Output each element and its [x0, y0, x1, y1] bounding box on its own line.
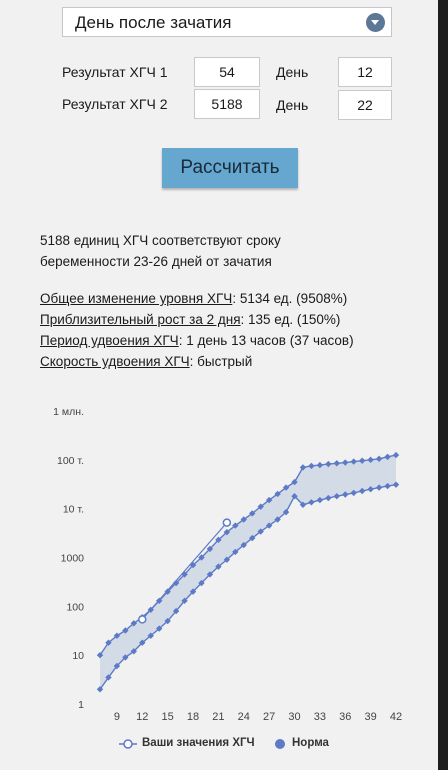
- hcg2-label: Результат ХГЧ 2: [62, 96, 168, 112]
- hcg2-input[interactable]: 5188: [194, 89, 260, 119]
- x-tick-label: 30: [288, 711, 301, 723]
- x-tick-label: 27: [263, 711, 276, 723]
- x-tick-label: 9: [113, 711, 120, 723]
- legend-norm-label: Норма: [292, 737, 329, 749]
- x-tick-label: 36: [339, 711, 352, 723]
- y-tick-label: 100 т.: [57, 454, 84, 467]
- legend-yours-label: Ваши значения ХГЧ: [142, 737, 255, 749]
- x-tick-label: 39: [364, 711, 377, 723]
- y-tick-label: 100: [66, 601, 84, 614]
- stat-value: : 1 день 13 часов (37 часов): [178, 333, 354, 348]
- stat-label: Скорость удвоения ХГЧ: [40, 354, 190, 369]
- norm-lower-line: [100, 485, 396, 690]
- norm-band: [100, 455, 396, 689]
- y-tick-label: 1: [78, 699, 84, 711]
- x-tick-label: 42: [389, 711, 403, 723]
- result-line-2: беременности 23-26 дней от зачатия: [40, 254, 272, 269]
- result-line-1: 5188 единиц ХГЧ соответствуют сроку: [40, 233, 281, 248]
- hcg1-input[interactable]: 54: [194, 57, 260, 87]
- day2-label: День: [276, 97, 309, 113]
- y-tick-label: 1000: [60, 552, 84, 565]
- stat-value: : 5134 ед. (9508%): [232, 291, 348, 306]
- hcg1-label: Результат ХГЧ 1: [62, 64, 168, 80]
- x-tick-label: 33: [313, 711, 327, 723]
- stat-label: Период удвоения ХГЧ: [40, 333, 179, 348]
- day1-input[interactable]: 12: [338, 57, 392, 87]
- day2-input[interactable]: 22: [338, 90, 392, 120]
- y-tick-label: 10: [72, 650, 84, 663]
- day1-label: День: [276, 64, 309, 80]
- stat-label: Общее изменение уровня ХГЧ: [40, 291, 233, 306]
- stat-value: : 135 ед. (150%): [240, 312, 341, 327]
- x-tick-label: 21: [212, 711, 225, 723]
- x-tick-label: 12: [136, 711, 149, 723]
- y-tick-label: 1 млн.: [53, 406, 84, 418]
- stat-label: Приблизительный рост за 2 дня: [40, 312, 241, 327]
- your-value-point: [139, 616, 146, 623]
- your-value-point: [223, 519, 230, 526]
- y-tick-label: 10 т.: [62, 503, 84, 516]
- calculate-button[interactable]: Рассчитать: [162, 148, 298, 188]
- mode-select-value: День после зачатия: [75, 13, 232, 32]
- x-tick-label: 18: [186, 711, 200, 723]
- x-tick-label: 24: [237, 711, 250, 723]
- stat-value: : быстрый: [189, 354, 253, 369]
- x-tick-label: 15: [161, 711, 174, 723]
